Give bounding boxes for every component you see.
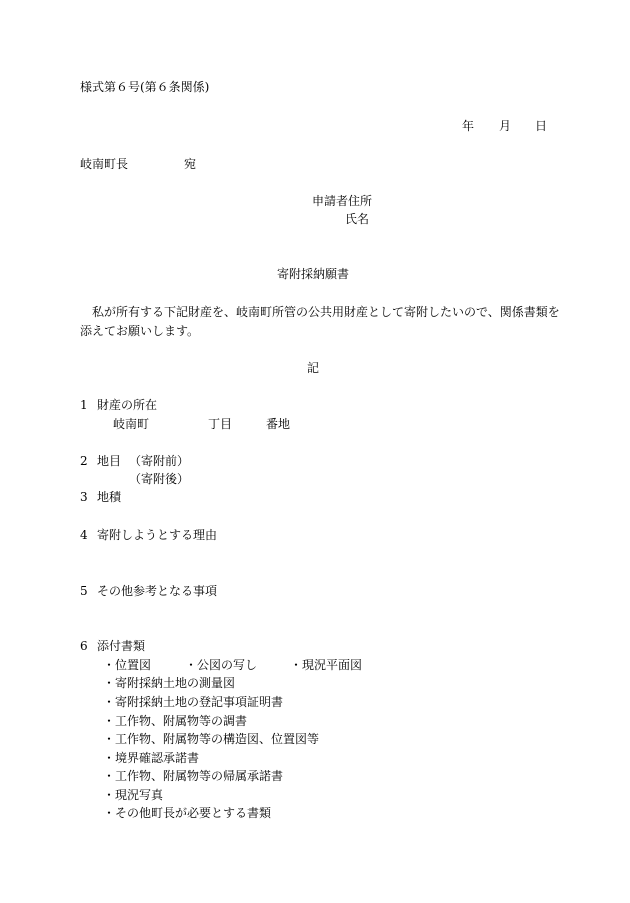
body-line-1: 私が所有する下記財産を、岐南町所管の公共用財産として寄附したいので、関係書類を	[92, 305, 560, 319]
item-2-after: （寄附後）	[129, 472, 190, 486]
item-1-number: 1	[80, 398, 88, 412]
item-2-before: （寄附前）	[129, 454, 190, 468]
attachment-item: ・寄附採納土地の登記事項証明書	[103, 695, 284, 709]
date-year-label: 年	[462, 119, 475, 133]
applicant-name-label: 氏名	[345, 212, 370, 226]
form-number: 様式第６号(第６条関係)	[80, 80, 210, 94]
item-3-label: 地積	[97, 490, 122, 504]
item-5-label: その他参考となる事項	[97, 584, 218, 598]
item-3-number: 3	[80, 490, 88, 504]
body-line-2: 添えてお願いします。	[80, 324, 200, 338]
item-1-label: 財産の所在	[97, 398, 158, 412]
addressee-name: 岐南町長	[80, 157, 129, 171]
date-month-label: 月	[499, 119, 512, 133]
attachment-item: ・工作物、附属物等の調書	[103, 714, 248, 728]
applicant-address-label: 申請者住所	[312, 194, 373, 208]
item-6-label: 添付書類	[97, 639, 146, 653]
item-4-number: 4	[80, 528, 88, 542]
item-2-label: 地目	[97, 454, 122, 468]
attachment-item: ・工作物、附属物等の構造図、位置図等	[103, 732, 320, 746]
attachment-item: ・公図の写し	[185, 658, 258, 672]
attachment-item: ・寄附採納土地の測量図	[103, 676, 236, 690]
attachment-item: ・境界確認承諾書	[103, 751, 200, 765]
addressee-suffix: 宛	[184, 157, 197, 171]
attachment-item: ・現況写真	[103, 788, 164, 802]
attachment-item: ・工作物、附属物等の帰属承諾書	[103, 769, 284, 783]
attachment-item: ・位置図	[103, 658, 152, 672]
document-title: 寄附採納願書	[277, 267, 350, 281]
item-1-chome: 丁目	[208, 417, 233, 431]
item-2-number: 2	[80, 454, 88, 468]
item-1-banchi: 番地	[266, 417, 291, 431]
attachment-item: ・現況平面図	[290, 658, 363, 672]
item-4-label: 寄附しようとする理由	[97, 528, 218, 542]
ki-heading: 記	[307, 361, 320, 375]
item-1-town: 岐南町	[113, 417, 150, 431]
attachment-item: ・その他町長が必要とする書類	[103, 806, 272, 820]
item-5-number: 5	[80, 584, 88, 598]
date-day-label: 日	[535, 119, 548, 133]
item-6-number: 6	[80, 639, 88, 653]
